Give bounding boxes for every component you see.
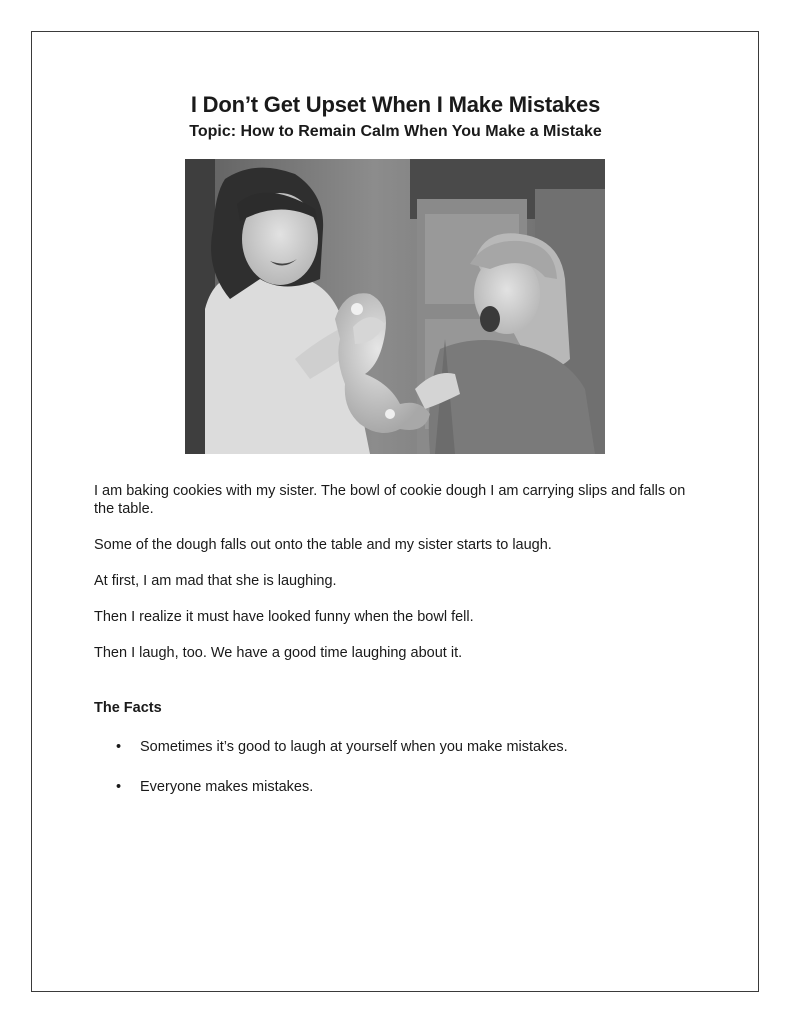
fact-item [94,778,714,796]
story-paragraph: Then I laugh, too. We have a good time laughing about it. [94,645,463,661]
bullet-icon: • [116,779,122,795]
fact-item [94,738,714,756]
fact-text: Everyone makes mistakes. [140,779,314,795]
story-paragraph: Then I realize it must have looked funny when the bowl fell. [94,609,474,625]
photo-two-girls-baking [185,159,605,454]
facts-heading: The Facts [94,700,162,716]
story-paragraph: Some of the dough falls out onto the table and my sister starts to laugh. [94,537,552,553]
story-text [94,482,694,662]
story-paragraph: I am baking cookies with my sister. The bowl of cookie dough I am carrying slips and falls on the table. [94,483,686,517]
bullet-icon: • [116,739,122,755]
story-paragraph: At first, I am mad that she is laughing. [94,573,337,589]
page-subtitle: Topic: How to Remain Calm When You Make a Mistake [189,123,602,140]
page-title: I Don’t Get Upset When I Make Mistakes [190,92,601,117]
fact-text: Sometimes it’s good to laugh at yourself when you make mistakes. [140,739,568,755]
facts-list [94,738,714,818]
